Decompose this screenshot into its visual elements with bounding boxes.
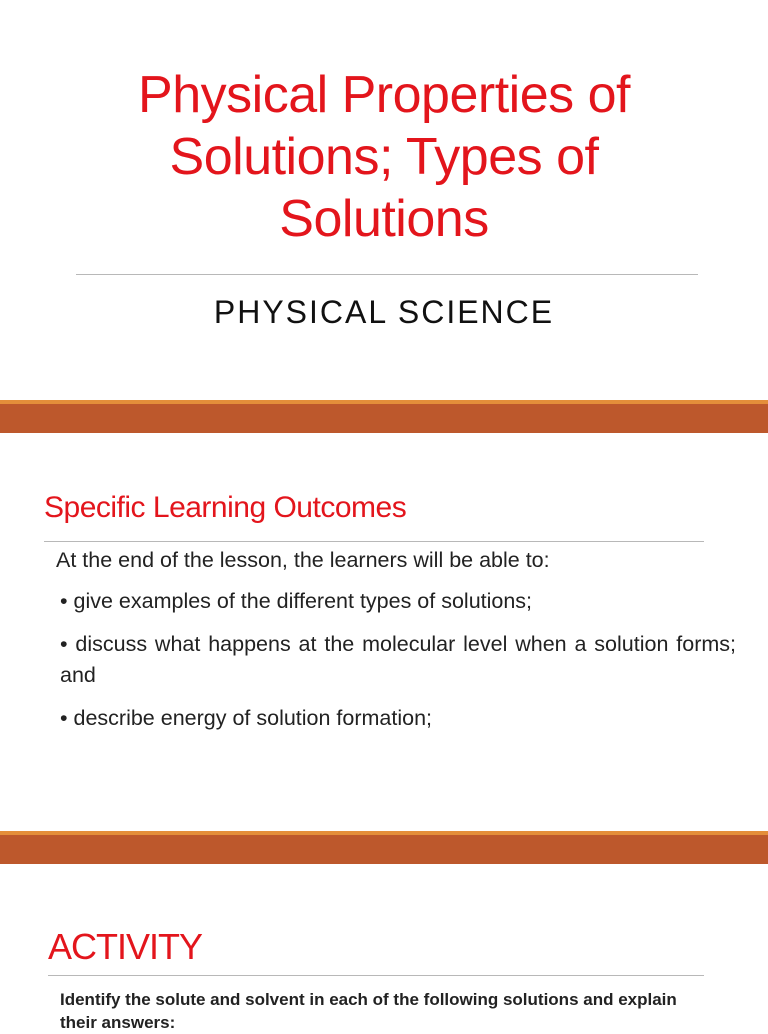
activity-instructions: Identify the solute and solvent in each of the following solutions and explain their answers: bbox=[60, 990, 677, 1032]
slide-title bbox=[0, 0, 768, 400]
slide-learning-outcomes bbox=[0, 433, 768, 831]
learning-outcomes-body bbox=[56, 545, 736, 746]
slide-separator bbox=[0, 831, 768, 864]
outcome-item: • give examples of the different types of solutions; bbox=[60, 589, 533, 613]
learning-outcomes-intro: At the end of the lesson, the learners will be able to: bbox=[56, 548, 550, 572]
title-divider bbox=[76, 274, 698, 275]
subtitle: PHYSICAL SCIENCE bbox=[213, 294, 555, 330]
main-title: Physical Properties of Solutions; Types of Solutions bbox=[138, 66, 630, 248]
learning-outcomes-divider bbox=[44, 541, 704, 542]
slide-separator bbox=[0, 400, 768, 433]
learning-outcomes-title: Specific Learning Outcomes bbox=[44, 491, 407, 524]
slide-activity bbox=[0, 864, 768, 1032]
outcome-item: • discuss what happens at the molecular level when a solution forms; and bbox=[60, 632, 736, 687]
activity-divider bbox=[48, 975, 704, 976]
outcome-item: • describe energy of solution formation; bbox=[60, 706, 433, 730]
activity-title: ACTIVITY bbox=[48, 926, 203, 967]
